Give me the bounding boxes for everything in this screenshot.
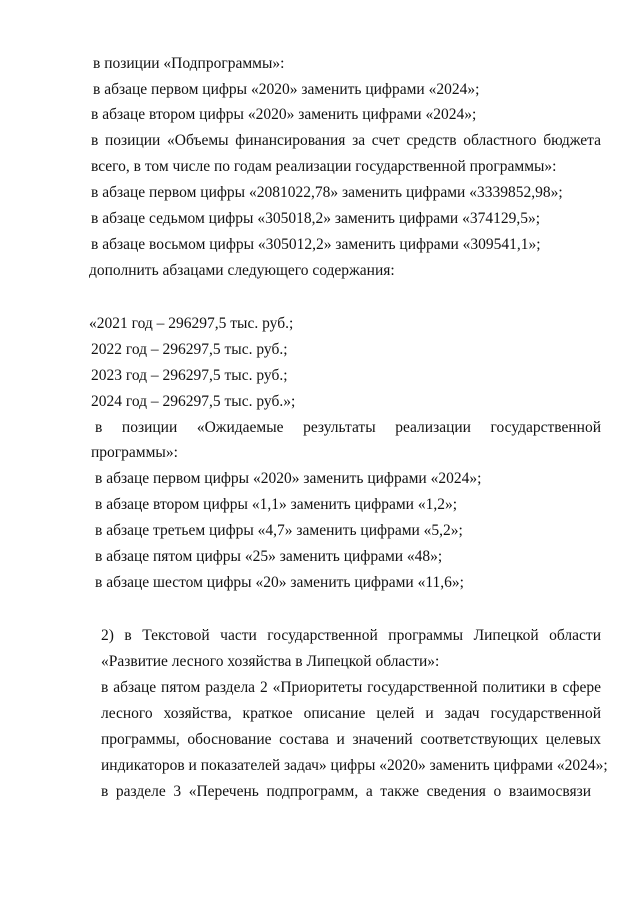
text-line: в абзаце втором цифры «2020» заменить цифрами «2024»; <box>91 106 477 123</box>
text-line: программы, обоснование состава и значений соответствующих целевых <box>101 731 601 748</box>
text-line: в абзаце седьмом цифры «305018,2» заменить цифрами «374129,5»; <box>91 210 541 227</box>
text-line: в позиции «Объемы финансирования за счет средств областного бюджета <box>91 132 601 149</box>
text-line: «2021 год – 296297,5 тыс. руб.; <box>89 315 294 332</box>
text-line: в абзаце шестом цифры «20» заменить цифрами «11,6»; <box>95 574 464 591</box>
text-line: в абзаце первом цифры «2081022,78» заменить цифрами «3339852,98»; <box>91 184 563 201</box>
text-line: программы»: <box>91 444 178 461</box>
text-line: 2024 год – 296297,5 тыс. руб.»; <box>91 393 296 410</box>
text-line: 2) в Текстовой части государственной программы Липецкой области <box>101 627 601 644</box>
text-line: в абзаце пятом цифры «25» заменить цифрами «48»; <box>95 548 443 565</box>
text-line: дополнить абзацами следующего содержания: <box>89 262 395 279</box>
text-line: в абзаце первом цифры «2020» заменить цифрами «2024»; <box>95 470 482 487</box>
text-line: в абзаце восьмом цифры «305012,2» заменить цифрами «309541,1»; <box>91 236 541 253</box>
text-line: всего, в том числе по годам реализации государственной программы»: <box>91 158 557 175</box>
text-line: в абзаце первом цифры «2020» заменить цифрами «2024»; <box>93 81 480 98</box>
text-line: в абзаце втором цифры «1,1» заменить цифрами «1,2»; <box>95 496 457 513</box>
text-line: в разделе 3 «Перечень подпрограмм, а также сведения о взаимосвязи <box>101 783 591 800</box>
text-line: лесного хозяйства, краткое описание целей и задач государственной <box>101 705 601 722</box>
text-line: в позиции «Подпрограммы»: <box>93 55 285 72</box>
text-line: в позиции «Ожидаемые результаты реализации государственной <box>95 419 601 436</box>
text-line: индикаторов и показателей задач» цифры «2020» заменить цифрами «2024»; <box>101 757 608 774</box>
text-line: «Развитие лесного хозяйства в Липецкой области»: <box>101 653 440 670</box>
text-line: в абзаце пятом раздела 2 «Приоритеты государственной политики в сфере <box>101 679 601 696</box>
text-line: 2022 год – 296297,5 тыс. руб.; <box>91 341 288 358</box>
text-line: в абзаце третьем цифры «4,7» заменить цифрами «5,2»; <box>95 522 463 539</box>
text-line: 2023 год – 296297,5 тыс. руб.; <box>91 367 288 384</box>
